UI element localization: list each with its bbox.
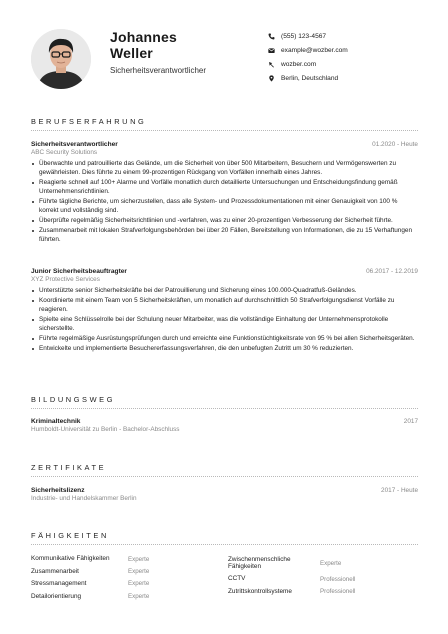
list-item: Entwickelte und implementierte Besuchererfassungsverfahren, die den unbefugten Zutritt um 30 % reduzierten. <box>31 344 418 353</box>
skill-row <box>31 590 221 602</box>
email-text: example@wozber.com <box>281 46 348 54</box>
candidate-name <box>110 29 250 61</box>
job-bullets <box>31 159 418 244</box>
skill-row <box>228 585 418 597</box>
section-title-education: BILDUNGSWEG <box>31 395 116 404</box>
job-role: Junior Sicherheitsbeauftragter <box>31 268 127 275</box>
contact-website <box>268 57 438 71</box>
skill-level: Professionell <box>320 575 356 583</box>
list-item: Koordinierte mit einem Team von 5 Sicherheitskräften, um monatlich auf durchschnittlich 50 Strafverfolgungsdienst Vorfälle zu reagieren. <box>31 296 418 314</box>
list-item: Führte regelmäßige Ausrüstungsprüfungen durch und erreichte eine Funktionstüchtigkeitsrate von 95 % bei allen Sicherheitsgeräten. <box>31 334 418 343</box>
experience-entry-1 <box>31 141 418 245</box>
list-item: Spielte eine Schlüsselrolle bei der Schulung neuer Mitarbeiter, was die vollständige Einhaltung der Unternehmensprotokolle sicherstellte. <box>31 315 418 333</box>
avatar-portrait-icon <box>31 29 91 89</box>
skills-column-right <box>228 553 418 598</box>
skill-level: Experte <box>128 580 150 588</box>
contact-phone <box>268 29 438 43</box>
certificate-name: Sicherheitslizenz <box>31 487 85 494</box>
contact-location <box>268 71 438 85</box>
job-role: Sicherheitsverantwortlicher <box>31 141 118 148</box>
skill-name: Zusammenarbeit <box>31 567 79 575</box>
skill-name: Kommunikative Fähigkeiten <box>31 555 110 563</box>
skill-level: Experte <box>128 592 150 600</box>
skill-level: Experte <box>128 555 150 563</box>
contact-list <box>268 29 438 85</box>
skill-row <box>31 565 221 577</box>
skill-name: Zwischenmenschliche Fähigkeiten <box>228 555 291 570</box>
education-degree: Kriminaltechnik <box>31 418 81 425</box>
section-title-experience: BERUFSERFAHRUNG <box>31 117 147 126</box>
education-school: Humboldt-Universität zu Berlin - Bachelor-Abschluss <box>31 426 180 433</box>
section-divider <box>31 544 418 545</box>
phone-text: (555) 123-4567 <box>281 32 327 40</box>
section-divider <box>31 476 418 477</box>
website-text: wozber.com <box>281 60 317 68</box>
skills-column-left <box>31 553 221 603</box>
list-item: Reagierte schnell auf 100+ Alarme und Vorfälle monatlich durch detaillierte Untersuchungen und Entscheidungsfindung gemäß Unternehmensrichtlinien. <box>31 178 418 196</box>
certificate-issuer: Industrie- und Handelskammer Berlin <box>31 495 137 502</box>
list-item: Überprüfte regelmäßig Sicherheitsrichtlinien und -verfahren, was zu einer 20-prozentigen Verbesserung der Sicherheit führte. <box>31 216 418 225</box>
education-date: 2017 <box>403 418 418 425</box>
location-text: Berlin, Deutschland <box>281 74 339 82</box>
experience-entry-2 <box>31 268 418 354</box>
certificate-entry <box>31 487 418 502</box>
link-icon <box>268 61 275 68</box>
section-title-certificates: ZERTIFIKATE <box>31 463 107 472</box>
mail-icon <box>268 47 275 54</box>
job-date: 06.2017 - 12.2019 <box>366 268 418 275</box>
skill-row <box>228 573 418 585</box>
certificate-date: 2017 - Heute <box>381 487 418 494</box>
skill-level: Professionell <box>320 588 356 596</box>
list-item: Zusammenarbeit mit lokalen Strafverfolgungsbehörden bei über 20 Fällen, Bereitstellung von Informationen, die zu 15 Verhaftungen führten. <box>31 226 418 244</box>
section-divider <box>31 408 418 409</box>
skill-name: Detailorientierung <box>31 592 82 600</box>
list-item: Führte tägliche Berichte, um sicherzustellen, dass alle System- und Prozessdokumentationen mit einer Genauigkeit von 100 % korrekt und vollständig sind. <box>31 197 418 215</box>
skill-name: Zutrittskontrollsysteme <box>228 587 292 595</box>
phone-icon <box>268 33 275 40</box>
job-company: ABC Security Solutions <box>31 149 98 156</box>
skill-row <box>31 553 221 565</box>
profile-photo <box>31 29 91 89</box>
section-title-skills: FÄHIGKEITEN <box>31 531 109 540</box>
list-item: Überwachte und patrouillierte das Gelände, um die Sicherheit von über 500 Mitarbeitern, Besuchern und Vermögenswerten zu gewährleisten. Dies führte zu einem 99-prozentigen Rückgang von Vorfällen innerhalb eines Jahres. <box>31 159 418 177</box>
name-first: Johannes <box>110 29 177 45</box>
list-item: Unterstützte senior Sicherheitskräfte bei der Patrouillierung und Sicherung eines 100.000-Quadratfuß-Geländes. <box>31 286 418 295</box>
job-company: XYZ Protective Services <box>31 276 100 283</box>
education-entry <box>31 418 418 433</box>
skill-level: Experte <box>128 568 150 576</box>
skill-name: Stressmanagement <box>31 580 87 588</box>
section-divider <box>31 130 418 131</box>
location-icon <box>268 75 275 82</box>
name-last: Weller <box>110 45 153 61</box>
job-date: 01.2020 - Heute <box>372 141 418 148</box>
skill-row <box>228 553 418 573</box>
job-bullets <box>31 286 418 353</box>
job-title: Sicherheitsverantwortlicher <box>110 66 207 75</box>
skill-name: CCTV <box>228 575 246 583</box>
contact-email <box>268 43 438 57</box>
skill-row <box>31 578 221 590</box>
skill-level: Experte <box>320 559 342 567</box>
